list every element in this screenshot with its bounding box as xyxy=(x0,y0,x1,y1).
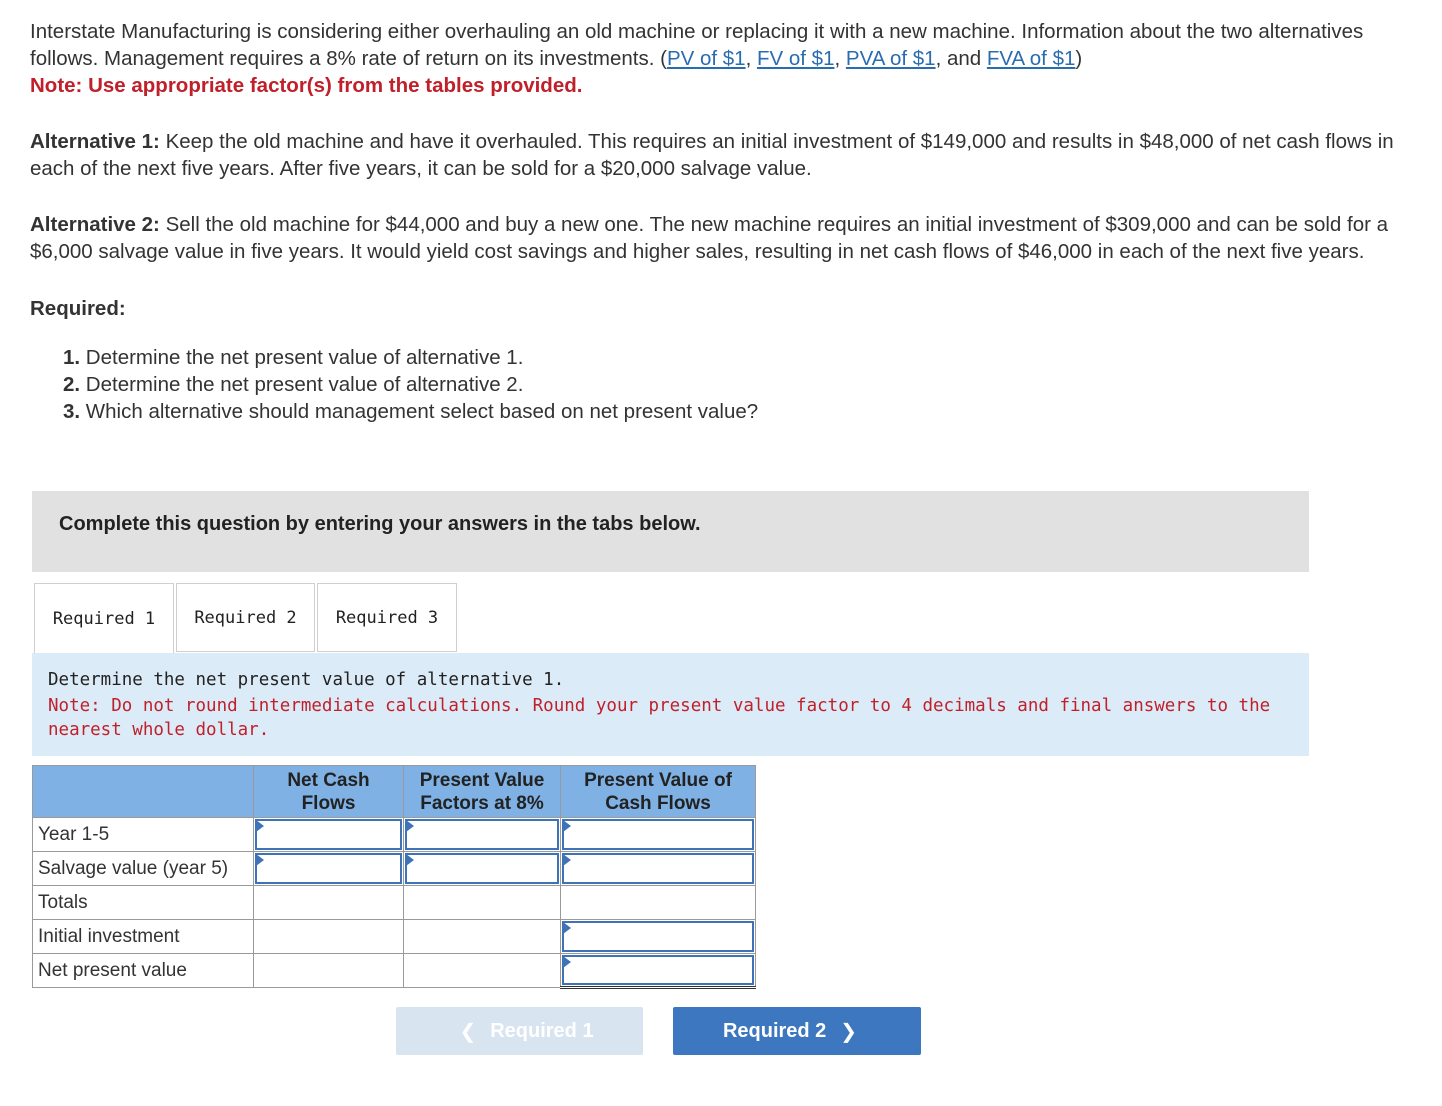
chevron-right-icon: ❯ xyxy=(840,1020,858,1043)
table-row xyxy=(33,920,756,954)
pva-link[interactable]: PVA of $1 xyxy=(845,47,936,70)
pv-cash-flow-cell xyxy=(561,852,756,886)
fv-link[interactable]: FV of $1 xyxy=(756,47,835,70)
table-row xyxy=(33,818,756,852)
tab-required-2[interactable]: Required 2 xyxy=(176,583,315,652)
column-header: Present Value Factors at 8% xyxy=(404,766,561,818)
empty-cell xyxy=(254,954,404,988)
tab-instructions xyxy=(32,653,1309,756)
npv-cell xyxy=(561,954,756,988)
pv-link[interactable]: PV of $1 xyxy=(666,47,746,70)
required-list xyxy=(30,344,1425,425)
intro-note: Note: Use appropriate factor(s) from the tables provided. xyxy=(30,74,583,97)
initial-investment-cell xyxy=(561,920,756,954)
intro-paragraph: Interstate Manufacturing is considering either overhauling an old machine or replacing it with a new machine. Information about the two alternatives follows. Management requires a 8% rate of return on its investments. (PV of $1, FV of $1, PVA of $1, and FVA of $1) Note: Use appropriate factor(s) from the tables provided. xyxy=(30,20,1364,97)
pv-factor-cell xyxy=(404,852,561,886)
column-header xyxy=(33,766,254,818)
table-row xyxy=(33,886,756,920)
npv-input[interactable] xyxy=(562,955,754,985)
npv-table xyxy=(32,765,756,989)
chevron-left-icon: ❮ xyxy=(459,1020,477,1043)
required-item: 3. Which alternative should management select based on net present value? xyxy=(63,400,759,423)
required-item: 2. Determine the net present value of alternative 2. xyxy=(63,373,524,396)
row-label: Totals xyxy=(33,886,254,920)
problem-statement xyxy=(30,18,1425,425)
pv-cash-flow-input[interactable] xyxy=(562,819,754,850)
column-header: Net Cash Flows xyxy=(254,766,404,818)
row-label: Salvage value (year 5) xyxy=(33,852,254,886)
empty-cell xyxy=(254,920,404,954)
instructions-banner: Complete this question by entering your answers in the tabs below. xyxy=(32,491,1309,572)
row-label: Initial investment xyxy=(33,920,254,954)
table-header-row xyxy=(33,766,756,818)
net-cash-flow-cell xyxy=(254,852,404,886)
net-cash-flow-cell xyxy=(254,818,404,852)
empty-cell xyxy=(254,886,404,920)
next-button[interactable]: Required 2 ❯ xyxy=(673,1007,921,1055)
tab-required-1[interactable]: Required 1 xyxy=(34,583,174,654)
pv-cash-flow-input[interactable] xyxy=(562,853,754,884)
alternative-1: Alternative 1: Keep the old machine and have it overhauled. This requires an initial investment of $149,000 and results in $48,000 of net cash flows in each of the next five years. After five years, it can be sold for a $20,000 salvage value. xyxy=(30,130,1394,180)
instruction-text: Determine the net present value of alternative 1. xyxy=(48,670,565,690)
row-label: Year 1-5 xyxy=(33,818,254,852)
instruction-note: Note: Do not round intermediate calculations. Round your present value factor to 4 decimals and final answers to the nearest whole dollar. xyxy=(48,696,1271,740)
empty-cell xyxy=(404,886,561,920)
tab-required-3[interactable]: Required 3 xyxy=(317,583,457,652)
initial-investment-input[interactable] xyxy=(562,921,754,952)
required-item: 1. Determine the net present value of alternative 1. xyxy=(63,346,524,369)
total-pv-cell xyxy=(561,886,756,920)
net-cash-flow-input[interactable] xyxy=(255,853,402,884)
column-header: Present Value of Cash Flows xyxy=(561,766,756,818)
table-row xyxy=(33,954,756,988)
required-heading: Required: xyxy=(30,297,126,320)
previous-button[interactable]: ❮ Required 1 xyxy=(396,1007,643,1055)
pv-factor-cell xyxy=(404,818,561,852)
empty-cell xyxy=(404,954,561,988)
fva-link[interactable]: FVA of $1 xyxy=(986,47,1076,70)
pv-factor-input[interactable] xyxy=(405,819,559,850)
pv-factor-input[interactable] xyxy=(405,853,559,884)
alternative-2: Alternative 2: Sell the old machine for $44,000 and buy a new one. The new machine requires an initial investment of $309,000 and can be sold for a $6,000 salvage value in five years. It would yield cost savings and higher sales, resulting in net cash flows of $46,000 in each of the next five years. xyxy=(30,213,1389,263)
table-row xyxy=(33,852,756,886)
net-cash-flow-input[interactable] xyxy=(255,819,402,850)
pv-cash-flow-cell xyxy=(561,818,756,852)
row-label: Net present value xyxy=(33,954,254,988)
empty-cell xyxy=(404,920,561,954)
